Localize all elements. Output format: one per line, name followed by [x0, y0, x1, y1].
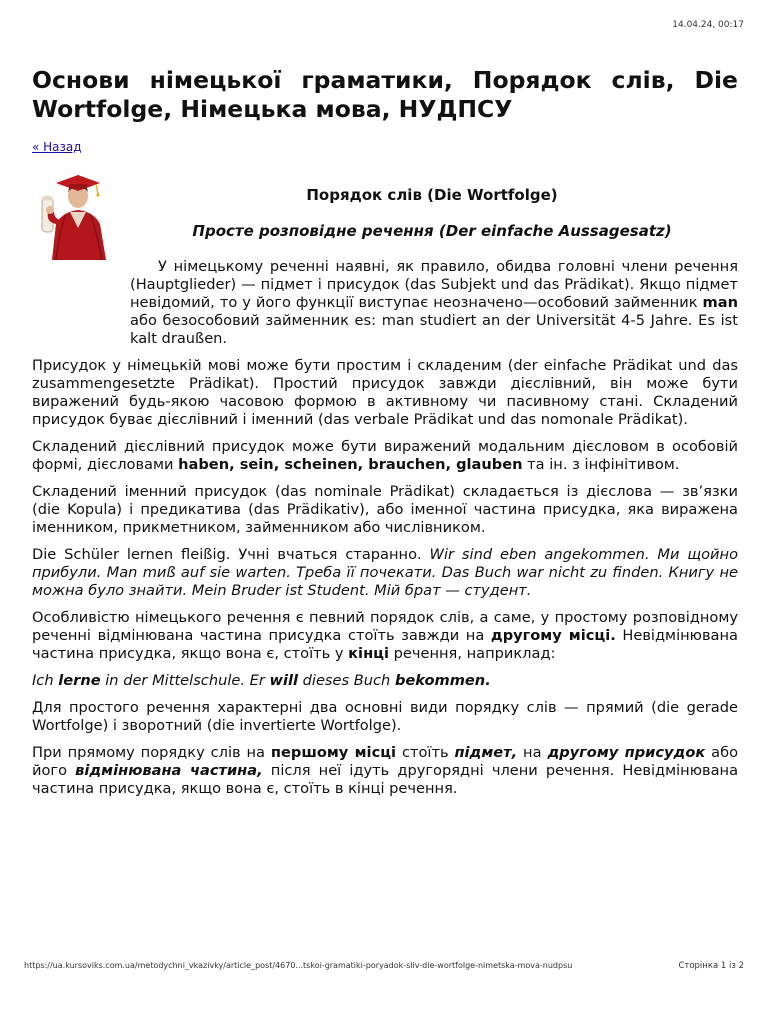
paragraph-9-text-g: або його	[32, 744, 739, 779]
paragraph-9-bold-italic-d: підмет,	[454, 744, 518, 761]
paragraph-9-text-c: стоїть	[396, 744, 455, 761]
print-date: 14.04.24, 00:17	[672, 20, 744, 30]
paragraph-7-text-c: in der Mittelschule. Er	[100, 672, 270, 689]
paragraph-5	[32, 546, 738, 600]
paragraph-9-bold-italic-f: другому присудок	[547, 744, 706, 761]
paragraph-1-text-a: У німецькому реченні наявні, як правило, обидва головні члени речення (Hauptglieder) — підмет і присудок (das Subjekt und das Prädikat). Якщо підмет невідомий, то у його функції виступає неозначено—особовий займенник	[130, 258, 738, 311]
paragraph-6-bold-d: кінці	[348, 645, 389, 662]
footer-url: https://ua.kursoviks.com.ua/metodychni_vkazivky/article_post/4670...tskoi-gramatiki-poryadok-sliv-die-wortfolge-nimetska-mova-nudpsu	[24, 961, 573, 970]
paragraph-3-text-a: Складений дієслівний присудок може бути виражений модальним дієсловом в особовій формі, дієсловами	[32, 438, 738, 473]
paragraph-5-italic: Wir sind eben angekommen. Ми щойно прибули. Man mиß auf sie warten. Треба її почекати. Das Buch war nicht zu finden. Книгу не можна було знайти. Mein Bruder ist Student. Мій брат — студент.	[32, 546, 739, 599]
paragraph-7	[32, 672, 738, 690]
section-title: Порядок слів (Die Wortfolge)	[306, 186, 558, 204]
paragraph-7-bold-b: lerne	[58, 672, 101, 689]
paragraph-3-text-c: та ін. з інфінітивом.	[522, 456, 680, 473]
paragraph-7-bold-d: will	[269, 672, 298, 689]
paragraph-9-text-e: на	[517, 744, 548, 761]
paragraph-1	[32, 258, 738, 348]
paragraph-1-bold: man	[702, 294, 738, 311]
paragraph-6-text-e: речення, наприклад:	[388, 645, 556, 662]
paragraph-8: Для простого речення характерні два основні види порядку слів — прямий (die gerade Wortfolge) і зворотний (die invertierte Wortfolge).	[32, 699, 738, 734]
paragraph-6-bold-b: другому місці.	[490, 627, 616, 644]
paragraph-3-bold: haben, sein, scheinen, brauchen, glauben	[178, 456, 523, 473]
paragraph-7-bold-f: bekommen.	[394, 672, 491, 689]
back-link[interactable]: « Назад	[32, 140, 82, 154]
graduate-figure-icon	[36, 172, 120, 260]
paragraph-1-text-c: або безособовий займенник es: man studiert an der Universität 4-5 Jahre. Es ist kalt draußen.	[130, 312, 738, 347]
paragraph-6	[32, 609, 738, 663]
footer-page-number: Сторінка 1 із 2	[678, 961, 744, 971]
paragraph-4: Складений іменний присудок (das nominale Prädikat) складається із дієслова — зв’язки (die Kopula) і предикатива (das Prädikativ), або іменної частина присудка, яка виражена іменником, прикметником, займенником або числівником.	[32, 483, 738, 536]
paragraph-7-text-e: dieses Buch	[298, 672, 395, 689]
paragraph-9-bold-italic-h: відмінювана частина,	[75, 762, 263, 779]
paragraph-9-text-a: При прямому порядку слів на	[32, 744, 271, 761]
paragraph-9-text-i: після неї ідуть другорядні члени речення. Невідмінювана частина присудка, якщо вона є, стоїть в кінці речення.	[32, 762, 739, 797]
paragraph-9	[32, 744, 738, 798]
subsection-title: Просте розповідне речення (Der einfache Aussagesatz)	[192, 222, 672, 240]
page-title: Основи німецької граматики, Порядок слів, Die Wortfolge, Німецька мова, НУДПСУ	[32, 66, 738, 123]
paragraph-3	[32, 438, 738, 474]
paragraph-2: Присудок у німецькій мові може бути простим і складеним (der einfache Prädikat und das zusammengesetzte Prädikat). Простий присудок завжди дієслівний, він може бути виражений будь-якою часовою формою в активному чи пасивному стані. Складений присудок буває дієслівний і іменний (das verbale Prädikat und das nomonale Prädikat).	[32, 357, 738, 428]
paragraph-5-text-a: Die Schüler lernen fleißig. Учні вчаться старанно.	[32, 546, 430, 563]
paragraph-9-bold-b: першому місці	[270, 744, 397, 761]
paragraph-6-text-c: Невідмінювана частина присудка, якщо вона є, стоїть у	[32, 627, 738, 662]
paragraph-7-text-a: Ich	[32, 672, 59, 689]
paragraph-6-text-a: Особливістю німецького речення є певний порядок слів, а саме, у простому розповідному реченні відмінювана частина присудка стоїть завжди на	[32, 609, 738, 644]
article-body-main	[32, 258, 738, 807]
